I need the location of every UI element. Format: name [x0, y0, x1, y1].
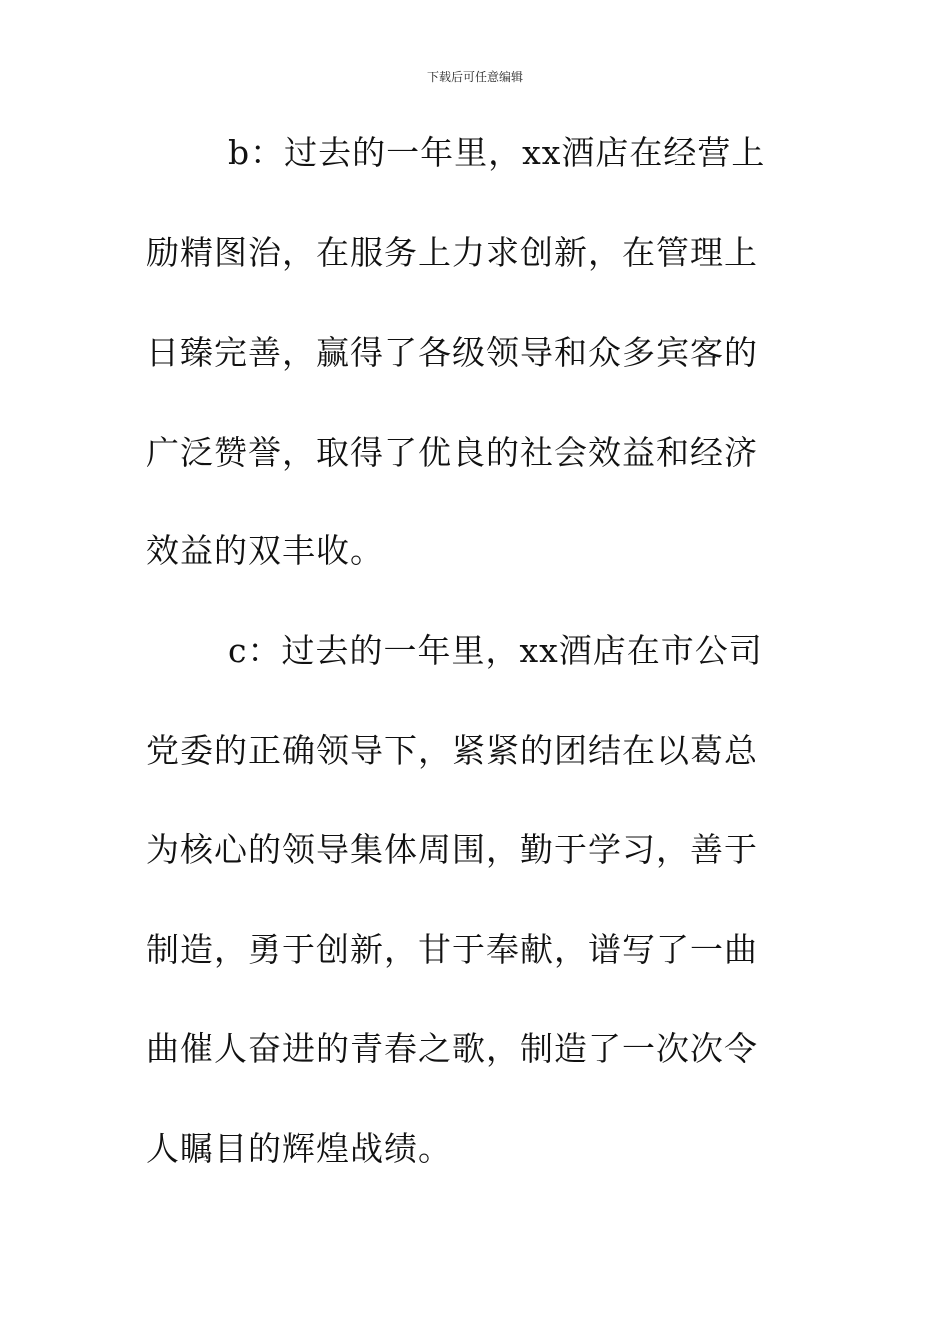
paragraph-line: c：过去的一年里，xx酒店在市公司: [228, 631, 763, 670]
paragraph-line: 广泛赞誉，取得了优良的社会效益和经济: [146, 433, 758, 472]
page-header-note: 下载后可任意编辑: [426, 70, 523, 84]
paragraph-line: 人瞩目的辉煌战绩。: [146, 1129, 452, 1168]
paragraph-line: 党委的正确领导下，紧紧的团结在以葛总: [146, 731, 758, 770]
paragraph-line: b：过去的一年里，xx酒店在经营上: [228, 133, 766, 172]
paragraph-line: 日臻完善，赢得了各级领导和众多宾客的: [146, 333, 758, 372]
paragraph-line: 效益的双丰收。: [146, 531, 384, 570]
paragraph-line: 曲催人奋进的青春之歌，制造了一次次令: [146, 1029, 758, 1068]
paragraph-line: 为核心的领导集体周围，勤于学习，善于: [146, 830, 758, 869]
paragraph-line: 制造，勇于创新，甘于奉献，谱写了一曲: [146, 930, 758, 969]
paragraph-line: 励精图治，在服务上力求创新，在管理上: [146, 233, 758, 272]
